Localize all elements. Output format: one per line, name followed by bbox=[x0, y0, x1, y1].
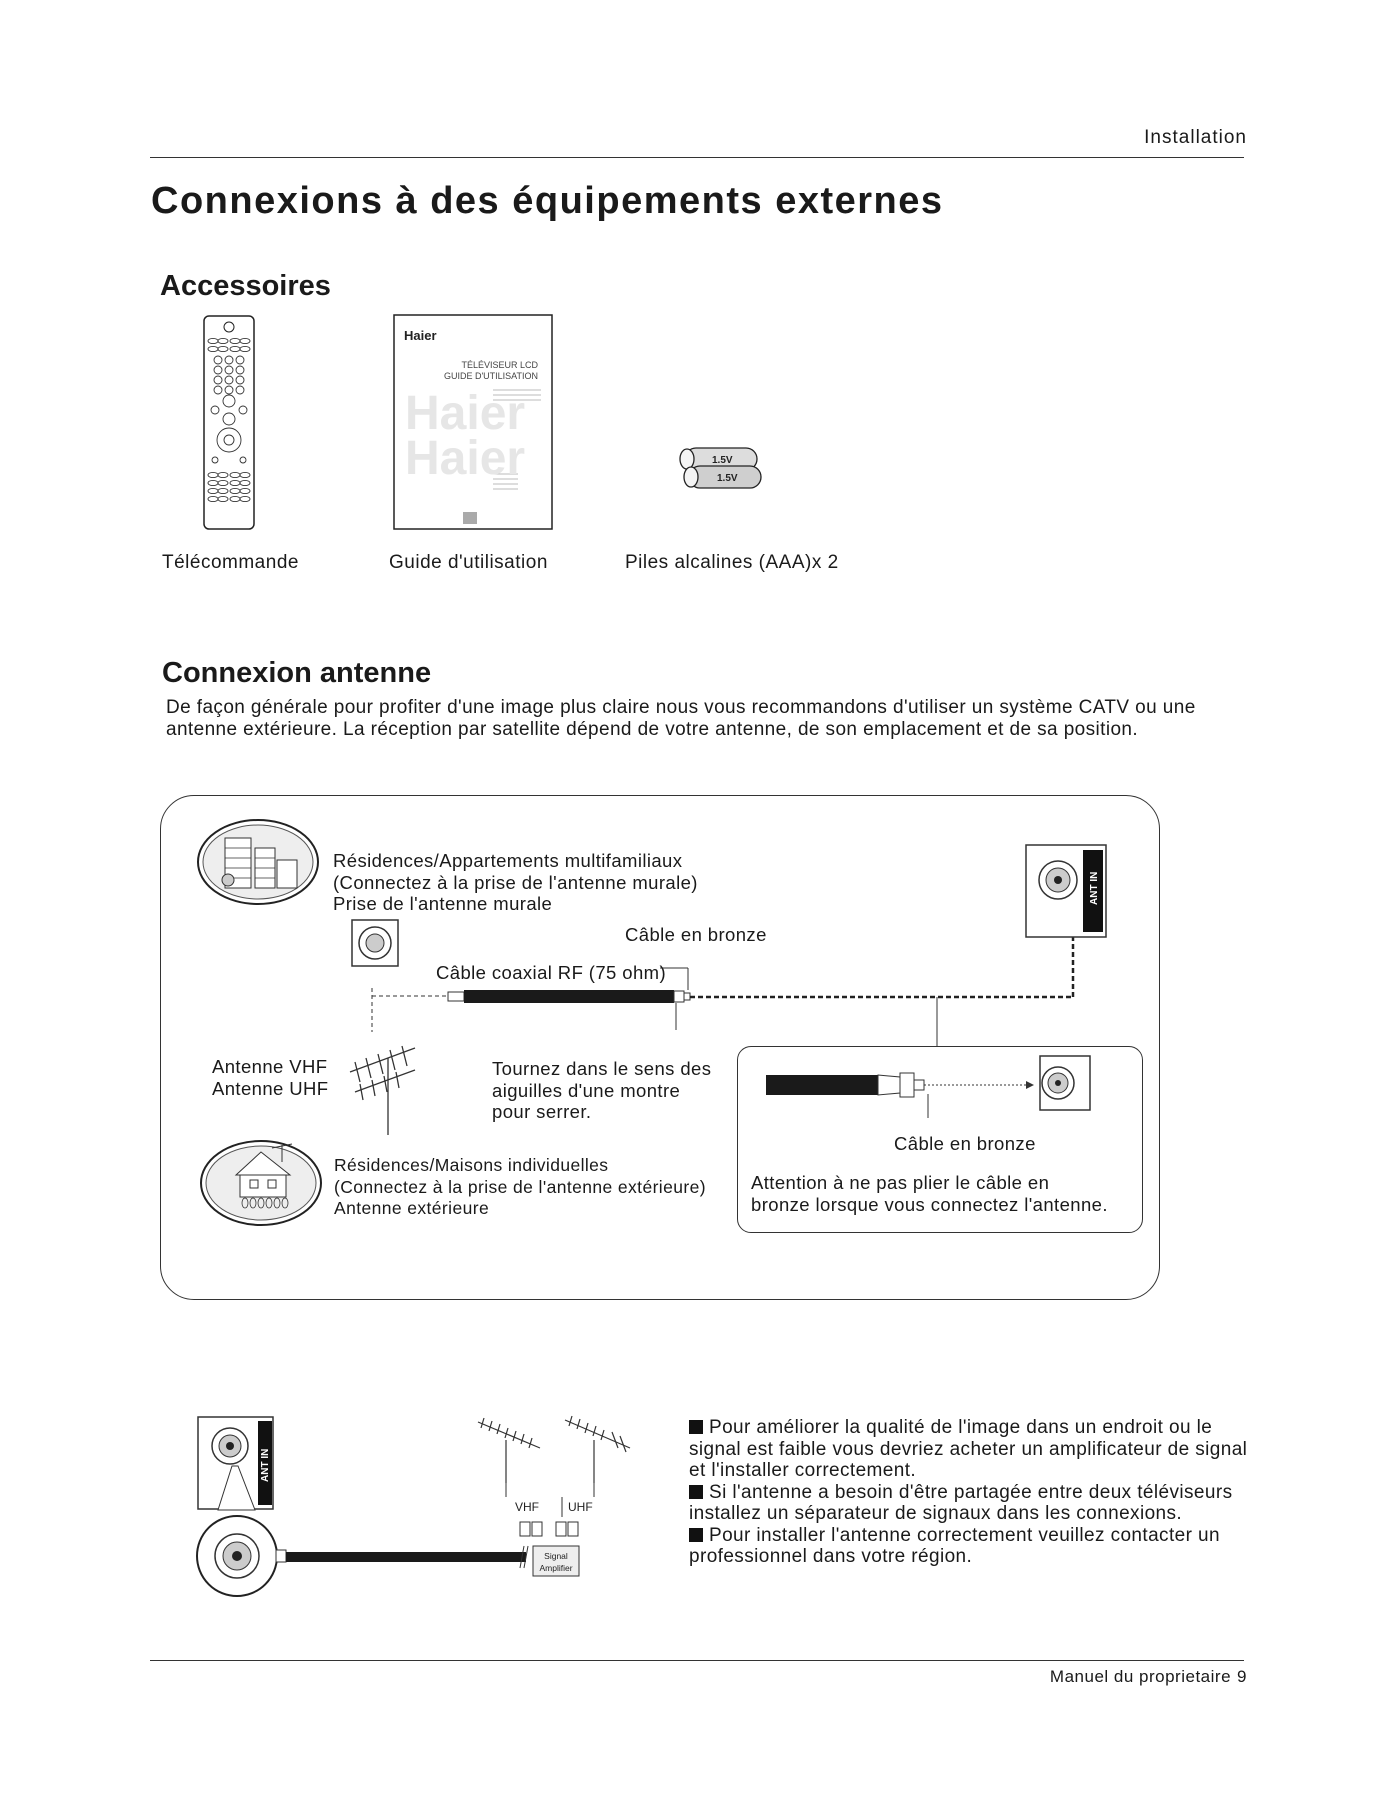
antenna-intro-line-2: antenne extérieure. La réception par satellite dépend de votre antenne, de son emplacement et de sa position. bbox=[166, 719, 1139, 740]
multi-family-line-2: (Connectez à la prise de l'antenne murale) bbox=[333, 871, 698, 893]
note-item: Pour améliorer la qualité de l'image dans un endroit ou le signal est faible vous devriez acheter un amplificateur de signal et l'installer correctement. bbox=[689, 1417, 1248, 1481]
single-family-line-1: Résidences/Maisons individuelles bbox=[334, 1155, 609, 1175]
guide-watermark-1: Haier bbox=[405, 387, 526, 440]
ant-in-label: ANT IN bbox=[1089, 871, 1100, 905]
turn-instruction-line-2: aiguilles d'une montre bbox=[492, 1079, 681, 1101]
guide-brand: Haier bbox=[404, 328, 437, 343]
bullet-square-icon bbox=[689, 1485, 703, 1499]
page-number: 9 bbox=[1237, 1667, 1247, 1686]
battery-label-top: 1.5V bbox=[712, 455, 733, 466]
accessories-heading: Accessoires bbox=[160, 270, 331, 302]
guide-watermark-2: Haier bbox=[405, 432, 526, 485]
ant-in-panel-icon bbox=[1026, 845, 1106, 937]
note-item: Pour installer l'antenne correctement veuillez contacter un professionnel dans votre région. bbox=[689, 1524, 1220, 1567]
house-icon bbox=[201, 1141, 321, 1225]
turn-instruction-line-3: pour serrer. bbox=[492, 1101, 592, 1122]
bullet-square-icon bbox=[689, 1420, 703, 1434]
footer bbox=[1050, 1667, 1247, 1687]
guide-line1: TÉLÉVISEUR LCD bbox=[461, 360, 538, 370]
amp-coax-cable-icon bbox=[276, 1546, 528, 1568]
section-label: Installation bbox=[1144, 127, 1247, 148]
bronze-cable-label-top: Câble en bronze bbox=[625, 924, 767, 945]
amp-vhf-antenna-icon bbox=[478, 1418, 540, 1483]
turn-instruction bbox=[492, 1058, 711, 1123]
accessory-label-batteries: Piles alcalines (AAA)x 2 bbox=[625, 552, 839, 573]
apartment-building-icon bbox=[198, 820, 318, 904]
bronze-cable-label-inset: Câble en bronze bbox=[894, 1133, 1036, 1154]
single-family-line-2: (Connectez à la prise de l'antenne extérieure) bbox=[334, 1176, 706, 1197]
amplifier-notes bbox=[689, 1417, 1249, 1568]
antenna-heading: Connexion antenne bbox=[162, 657, 432, 689]
warning-label bbox=[751, 1172, 1108, 1215]
vhf-label: Antenne VHF bbox=[212, 1056, 328, 1077]
vhf-uhf-antenna-icon bbox=[350, 1046, 415, 1135]
footer-text: Manuel du proprietaire bbox=[1049, 1667, 1232, 1686]
single-family-line-3: Antenne extérieure bbox=[334, 1198, 490, 1218]
page-title: Connexions à des équipements externes bbox=[151, 180, 944, 222]
bullet-square-icon bbox=[689, 1528, 703, 1542]
accessory-label-guide: Guide d'utilisation bbox=[389, 552, 548, 573]
coax-cable-icon bbox=[448, 990, 690, 1003]
antenna-intro-line-1: De façon générale pour profiter d'une image plus claire nous vous recommandons d'utiliser un système CATV ou une bbox=[166, 697, 1196, 718]
turn-instruction-line-1: Tournez dans le sens des bbox=[492, 1058, 712, 1079]
footer-rule bbox=[150, 1660, 1244, 1661]
uhf-label: Antenne UHF bbox=[212, 1077, 329, 1099]
amp-label-1: Signal bbox=[544, 1551, 568, 1561]
wall-outlet-icon bbox=[352, 920, 398, 966]
warning-line-2: bronze lorsque vous connectez l'antenne. bbox=[751, 1193, 1108, 1215]
vhf-uhf-label bbox=[212, 1056, 328, 1099]
guide-line2: GUIDE D'UTILISATION bbox=[443, 371, 538, 381]
amp-ant-in-label: ANT IN bbox=[260, 1448, 271, 1482]
accessory-label-remote: Télécommande bbox=[162, 552, 299, 573]
amp-vhf-label: VHF bbox=[515, 1500, 539, 1514]
amp-label-2: Amplifier bbox=[539, 1563, 573, 1573]
single-family-label bbox=[334, 1155, 706, 1220]
battery-label-bottom: 1.5V bbox=[717, 473, 738, 484]
multi-family-line-1: Résidences/Appartements multifamiliaux bbox=[333, 850, 683, 871]
note-item: Si l'antenne a besoin d'être partagée entre deux téléviseurs installez un séparateur de signaux dans les connexions. bbox=[689, 1481, 1233, 1524]
coax-cable-label: Câble coaxial RF (75 ohm) bbox=[436, 962, 667, 983]
multi-family-label bbox=[333, 850, 698, 915]
warning-line-1: Attention à ne pas plier le câble en bbox=[751, 1172, 1050, 1193]
amp-uhf-antenna-icon bbox=[565, 1416, 630, 1483]
amp-uhf-label: UHF bbox=[568, 1500, 593, 1514]
multi-family-line-3: Prise de l'antenne murale bbox=[333, 893, 553, 914]
